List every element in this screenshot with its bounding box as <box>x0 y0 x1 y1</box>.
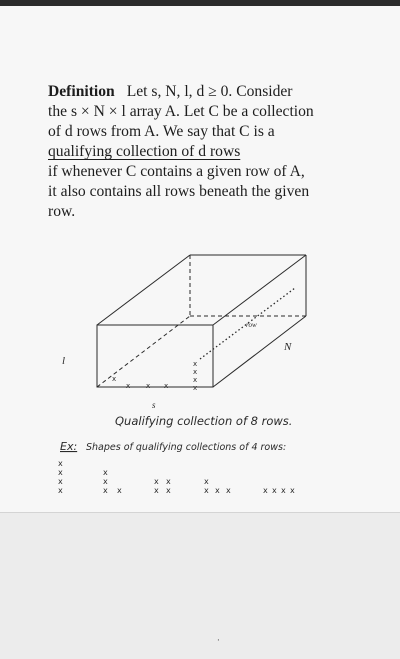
mark: x <box>193 360 198 368</box>
shape-examples <box>58 459 295 495</box>
box-top-right-edge <box>213 255 306 325</box>
mark: x <box>146 382 151 390</box>
label-s: s <box>152 400 156 410</box>
shape-column <box>58 459 63 495</box>
svg-text:x: x <box>154 486 159 495</box>
svg-text:x: x <box>117 486 122 495</box>
mark: x <box>164 382 169 390</box>
svg-text:x: x <box>281 486 286 495</box>
svg-text:x: x <box>166 486 171 495</box>
label-l: l <box>62 355 66 367</box>
box-top-left-edge <box>97 255 190 325</box>
svg-text:x: x <box>154 477 159 486</box>
definition-line-6: it also contains all rows beneath the given <box>48 183 310 200</box>
handwritten-ex-text: Shapes of qualifying collections of 4 rows: <box>86 442 287 453</box>
svg-text:x: x <box>204 477 209 486</box>
page-fold-shadow <box>0 512 400 659</box>
handwritten-caption: Qualifying collection of 8 rows. <box>115 414 293 428</box>
label-N: N <box>284 341 292 353</box>
definition-line-5: if whenever C contains a given row of A, <box>48 163 305 180</box>
shape-row <box>263 486 295 495</box>
svg-text:x: x <box>103 477 108 486</box>
svg-text:x: x <box>290 486 295 495</box>
mark: x <box>126 382 131 390</box>
mark: x <box>112 375 117 383</box>
definition-line-2: the s × N × l array A. Let C be a collection <box>48 103 314 120</box>
shape-2-1-1 <box>204 477 231 495</box>
label-row: row <box>246 321 257 329</box>
box-hidden-floor-edge <box>97 316 190 387</box>
box-bottom-right-edge <box>213 316 306 387</box>
shape-2-2 <box>154 477 171 495</box>
handwritten-ex-prefix: Ex: <box>60 440 78 453</box>
svg-text:x: x <box>272 486 277 495</box>
scan-dot: · <box>217 636 220 646</box>
mark: x <box>193 376 198 384</box>
svg-text:x: x <box>103 468 108 477</box>
svg-text:x: x <box>204 486 209 495</box>
svg-text:x: x <box>166 477 171 486</box>
svg-text:x: x <box>58 486 63 495</box>
mark: x <box>193 384 198 392</box>
svg-text:x: x <box>226 486 231 495</box>
definition-line-7: row. <box>48 203 76 220</box>
svg-text:x: x <box>103 486 108 495</box>
definition-label: Definition <box>48 83 115 100</box>
svg-text:x: x <box>58 459 63 468</box>
defined-term: qualifying collection of d rows <box>48 143 241 160</box>
svg-text:x: x <box>215 486 220 495</box>
svg-text:x: x <box>58 468 63 477</box>
svg-text:x: x <box>263 486 268 495</box>
mark: x <box>193 368 198 376</box>
definition-text-1: Let s, N, l, d ≥ 0. Consider <box>126 83 293 100</box>
definition-line-3: of d rows from A. We say that C is a <box>48 123 275 140</box>
shape-3-1 <box>103 468 122 495</box>
svg-text:x: x <box>58 477 63 486</box>
